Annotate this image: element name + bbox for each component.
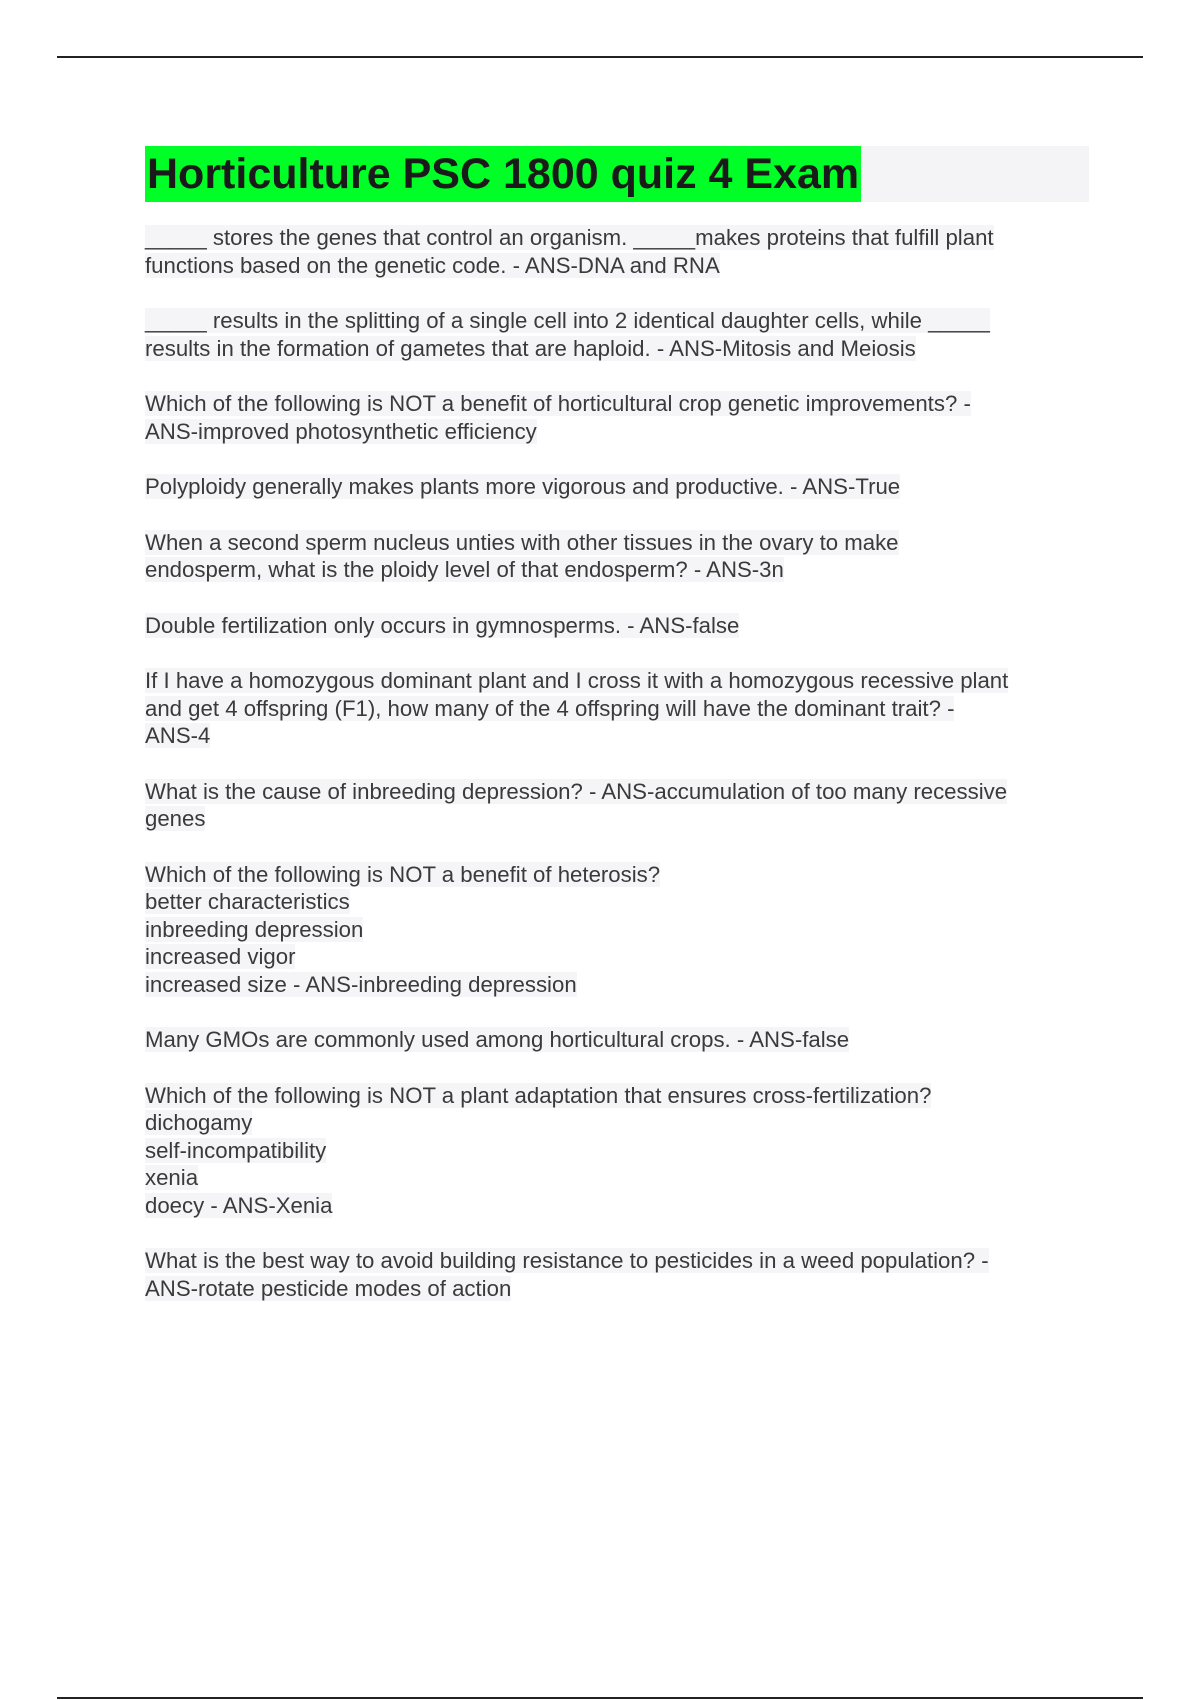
qa-line-text: If I have a homozygous dominant plant and I cross it with a homozygous recessive plant [145,668,1009,693]
qa-item [145,1082,1089,1220]
qa-line-text: ANS-rotate pesticide modes of action [145,1275,512,1301]
qa-line [145,1192,1089,1220]
qa-line [145,252,1089,280]
qa-line-text: Polyploidy generally makes plants more vigorous and productive. - ANS-True [145,474,901,499]
qa-item [145,307,1089,362]
qa-item [145,390,1089,445]
qa-line [145,1164,1089,1192]
qa-line [145,1109,1089,1137]
qa-line-text: and get 4 offspring (F1), how many of the 4 offspring will have the dominant trait? - [145,695,955,721]
qa-line [145,1275,1089,1303]
qa-line [145,971,1089,999]
qa-line-text: dichogamy [145,1110,253,1135]
qa-line [145,861,1089,889]
document-page [145,146,1089,1330]
qa-line-text: increased vigor [145,944,296,969]
top-rule [57,56,1143,58]
qa-line [145,805,1089,833]
qa-line-text: xenia [145,1165,199,1190]
qa-item [145,1026,1089,1054]
qa-line-text: When a second sperm nucleus unties with other tissues in the ovary to make [145,529,899,555]
title-bar [145,146,1089,202]
qa-line-text: self-incompatibility [145,1137,327,1163]
qa-line [145,916,1089,944]
qa-line-text: endosperm, what is the ploidy level of that endosperm? - ANS-3n [145,557,784,582]
qa-line [145,473,1089,501]
qa-item [145,224,1089,279]
qa-list [145,224,1089,1302]
qa-line-text: ANS-improved photosynthetic efficiency [145,418,537,444]
qa-line-text: _____ results in the splitting of a single cell into 2 identical daughter cells, while _____ [145,308,990,333]
qa-item [145,529,1089,584]
qa-item [145,778,1089,833]
qa-line [145,1026,1089,1054]
qa-item [145,612,1089,640]
qa-line-text: results in the formation of gametes that are haploid. - ANS-Mitosis and Meiosis [145,335,916,361]
qa-line-text: increased size - ANS-inbreeding depression [145,971,577,997]
qa-line [145,778,1089,806]
qa-line [145,1137,1089,1165]
qa-line-text: Which of the following is NOT a plant adaptation that ensures cross-fertilization? [145,1082,932,1108]
qa-line-text: Many GMOs are commonly used among horticultural crops. - ANS-false [145,1027,850,1052]
qa-line-text: genes [145,806,206,831]
qa-line-text: better characteristics [145,889,350,914]
qa-line-text: What is the best way to avoid building resistance to pesticides in a weed population? - [145,1248,989,1273]
qa-item [145,667,1089,750]
qa-line-text: Double fertilization only occurs in gymnosperms. - ANS-false [145,612,740,638]
qa-line-text: What is the cause of inbreeding depression? - ANS-accumulation of too many recessive [145,778,1008,804]
qa-line-text: _____ stores the genes that control an organism. _____makes proteins that fulfill plant [145,225,994,250]
qa-line [145,335,1089,363]
qa-line-text: functions based on the genetic code. - ANS-DNA and RNA [145,252,720,278]
qa-item [145,861,1089,999]
qa-line-text: doecy - ANS-Xenia [145,1192,333,1218]
qa-line-text: Which of the following is NOT a benefit of heterosis? [145,861,661,887]
qa-line [145,307,1089,335]
qa-line [145,888,1089,916]
qa-line [145,224,1089,252]
qa-line [145,556,1089,584]
bottom-rule [57,1697,1143,1699]
qa-line [145,667,1089,695]
qa-line [145,943,1089,971]
qa-line-text: Which of the following is NOT a benefit of horticultural crop genetic improvements? - [145,391,971,416]
qa-line-text: inbreeding depression [145,916,364,942]
qa-line [145,529,1089,557]
qa-item [145,1247,1089,1302]
qa-line [145,695,1089,723]
qa-item [145,473,1089,501]
document-title: Horticulture PSC 1800 quiz 4 Exam [145,146,861,202]
qa-line [145,390,1089,418]
qa-line [145,418,1089,446]
qa-line [145,612,1089,640]
qa-line [145,722,1089,750]
qa-line [145,1082,1089,1110]
qa-line-text: ANS-4 [145,723,211,748]
qa-line [145,1247,1089,1275]
